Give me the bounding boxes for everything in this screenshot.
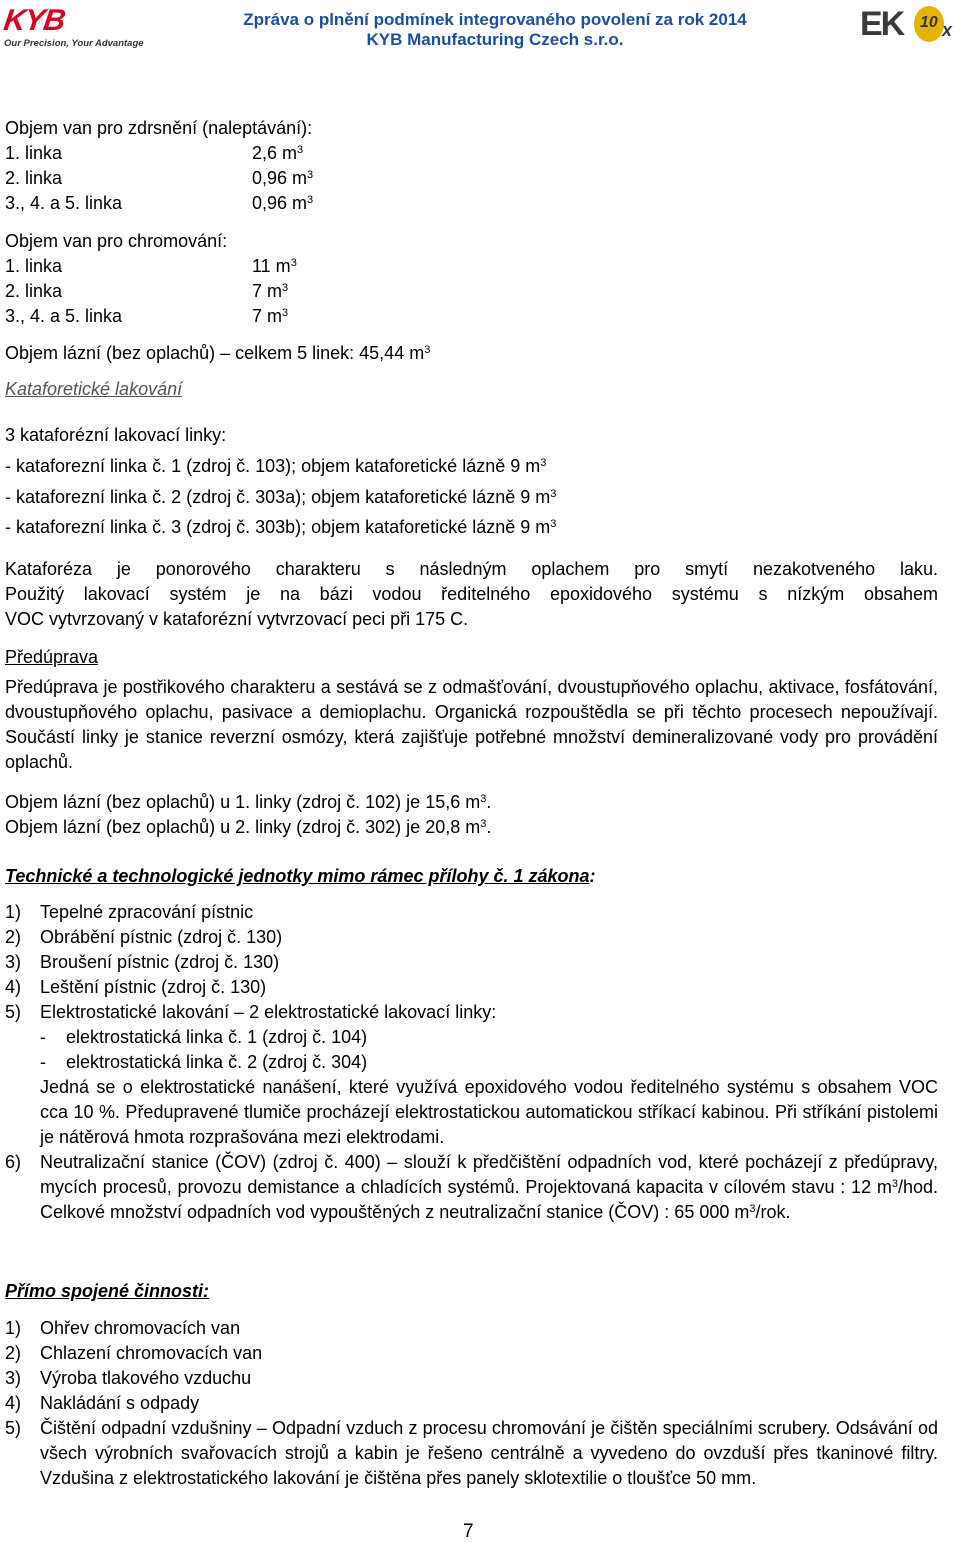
header-title-line1: Zpráva o plnění podmínek integrovaného povolení za rok 2014 <box>243 10 747 29</box>
kataforeticke-line: - kataforezní linka č. 2 (zdroj č. 303a); objem kataforetické lázně 9 $m^3$ <box>5 487 557 507</box>
superscript: 3 <box>550 518 557 530</box>
superscript: 3 <box>307 194 314 206</box>
superscript: 3 <box>424 344 431 356</box>
sub-list-item: - elektrostatická linka č. 1 (zdroj č. 104) <box>40 1027 368 1047</box>
kyb-logo-word: KYB <box>1 4 67 37</box>
eko-logo-suffix: x <box>942 20 953 40</box>
superscript: 3 <box>297 144 304 156</box>
kataforeticke-heading: Kataforetické lakování <box>5 379 183 399</box>
list-item: 1) Tepelné zpracování pístnic <box>5 902 254 922</box>
list-item: 2) Chlazení chromovacích van <box>5 1343 263 1363</box>
eko-logo <box>860 4 956 48</box>
naleptavani-heading: Objem van pro zdrsnění (naleptávání): <box>5 118 313 138</box>
primo-list <box>5 1316 938 1491</box>
superscript: 3 <box>550 488 557 500</box>
list-item: 4) Nakládání s odpady <box>5 1393 200 1413</box>
kataforeticke-paragraph <box>5 557 938 632</box>
kataforeticke-intro: 3 kataforézní lakovací linky: <box>5 425 227 445</box>
naleptavani-row-value: 2,6 $m^3$ <box>252 143 304 163</box>
kyb-logo-tagline: Our Precision, Your Advantage <box>4 38 144 49</box>
chromovani-row-label: 3., 4. a 5. linka <box>5 306 123 326</box>
naleptavani-row-value: 0,96 $m^3$ <box>252 168 314 188</box>
paragraph-line: Použitý lakovací systém je na bázi vodou ředitelného epoxidového systému s nízkým obsahem <box>5 584 938 604</box>
chromovani-row-label: 1. linka <box>5 256 63 276</box>
primo-heading: Přímo spojené činnosti: <box>5 1281 210 1301</box>
item5-description: Jedná se o elektrostatické nanášení, které využívá epoxidového vodou ředitelného systému s obsahem VOC cca 10 %. Předupravené tlumiče procházejí elektrostatickou automatickou stříkací kabinou. Při stříkání pistolemi je nátěrová hmota rozprašována mezi elektrodami. <box>40 1077 938 1147</box>
paragraph-line: VOC vytvrzovaný v kataforézní vytvrzovací peci při 175 C. <box>5 609 469 629</box>
list-item: 3) Výroba tlakového vzduchu <box>5 1368 252 1388</box>
kyb-logo <box>1 4 144 49</box>
eko-logo-badge: 10 <box>920 14 938 31</box>
superscript: 3 <box>290 257 297 269</box>
list-item: 6) Neutralizační stanice (ČOV) (zdroj č. 400) – slouží k předčištění odpadních vod, které pocházejí z předúpravy, mycích procesů, provozu demistance a chladících systémů. Projektovaná kapacita v cílovém stavu : 12 $m^3$/hod. Celkové množství odpadních vod vypouštěných z neutralizační stanice (ČOV) : 65 000 $m^3$/rok. <box>5 1152 938 1222</box>
page-header-title <box>150 10 840 50</box>
superscript: 3 <box>749 1203 756 1215</box>
naleptavani-row-value: 0,96 $m^3$ <box>252 193 314 213</box>
list-item: 3) Broušení pístnic (zdroj č. 130) <box>5 952 280 972</box>
page-number: 7 <box>463 1521 474 1542</box>
predupava-heading: Předúprava <box>5 647 99 667</box>
chromovani-row-label: 2. linka <box>5 281 63 301</box>
list-item: 5) Čištění odpadní vzdušniny – Odpadní vzduch z procesu chromování je čištěn speciálními scrubery. Odsávání od všech výrobních svařovacích strojů a kabin je řešeno centrálně a vyvedeno do ovzduší přes tkaninové filtry. Vzdušina z elektrostatického lakování je čištěna přes panely sklotextilie o tloušťce 50 mm. <box>5 1418 938 1488</box>
superscript: 3 <box>480 818 487 830</box>
superscript: 3 <box>540 457 547 469</box>
list-item: 1) Ohřev chromovacích van <box>5 1318 241 1338</box>
eko-logo-word: EK <box>860 5 904 43</box>
predupava-volume: Objem lázní (bez oplachů) u 2. linky (zdroj č. 302) je 20,8 $m^3$. <box>5 817 492 837</box>
chromovani-row-value: 11 $m^3$ <box>252 256 297 276</box>
naleptavani-row-label: 3., 4. a 5. linka <box>5 193 123 213</box>
header-title-line2: KYB Manufacturing Czech s.r.o. <box>366 30 624 49</box>
naleptavani-row-label: 1. linka <box>5 143 63 163</box>
chromovani-heading: Objem van pro chromování: <box>5 231 228 251</box>
list-item: 5) Elektrostatické lakování – 2 elektrostatické lakovací linky: <box>5 1002 497 1022</box>
superscript: 3 <box>891 1178 898 1190</box>
superscript: 3 <box>282 282 289 294</box>
superscript: 3 <box>480 793 487 805</box>
technicke-list <box>5 900 938 1225</box>
chromovani-row-value: 7 $m^3$ <box>252 281 289 301</box>
predupava-volume: Objem lázní (bez oplachů) u 1. linky (zdroj č. 102) je 15,6 $m^3$. <box>5 792 492 812</box>
list-item: 2) Obrábění pístnic (zdroj č. 130) <box>5 927 283 947</box>
total-volume: Objem lázní (bez oplachů) – celkem 5 linek: 45,44 $m^3$ <box>5 343 431 363</box>
list-item: 4) Leštění pístnic (zdroj č. 130) <box>5 977 267 997</box>
chromovani-row-value: 7 $m^3$ <box>252 306 289 326</box>
technicke-heading: Technické a technologické jednotky mimo rámec přílohy č. 1 zákona: <box>5 866 596 886</box>
sub-list-item: - elektrostatická linka č. 2 (zdroj č. 304) <box>40 1052 368 1072</box>
kataforeticke-line: - kataforezní linka č. 3 (zdroj č. 303b); objem kataforetické lázně 9 $m^3$ <box>5 517 557 537</box>
paragraph-line: Kataforéza je ponorového charakteru s následným oplachem pro smytí nezakotveného laku. <box>5 559 938 579</box>
superscript: 3 <box>307 169 314 181</box>
kataforeticke-line: - kataforezní linka č. 1 (zdroj č. 103); objem kataforetické lázně 9 $m^3$ <box>5 456 547 476</box>
naleptavani-row-label: 2. linka <box>5 168 63 188</box>
superscript: 3 <box>282 307 289 319</box>
predupava-paragraph: Předúprava je postřikového charakteru a sestává se z odmašťování, dvoustupňového oplachu, aktivace, fosfátování, dvoustupňového oplachu, pasivace a demioplachu. Organická rozpouštědla se při těchto procesech nepoužívají. Součástí linky je stanice reverzní osmózy, která zajišťuje potřebné množství demineralizované vody pro provádění oplachů. <box>5 677 938 772</box>
